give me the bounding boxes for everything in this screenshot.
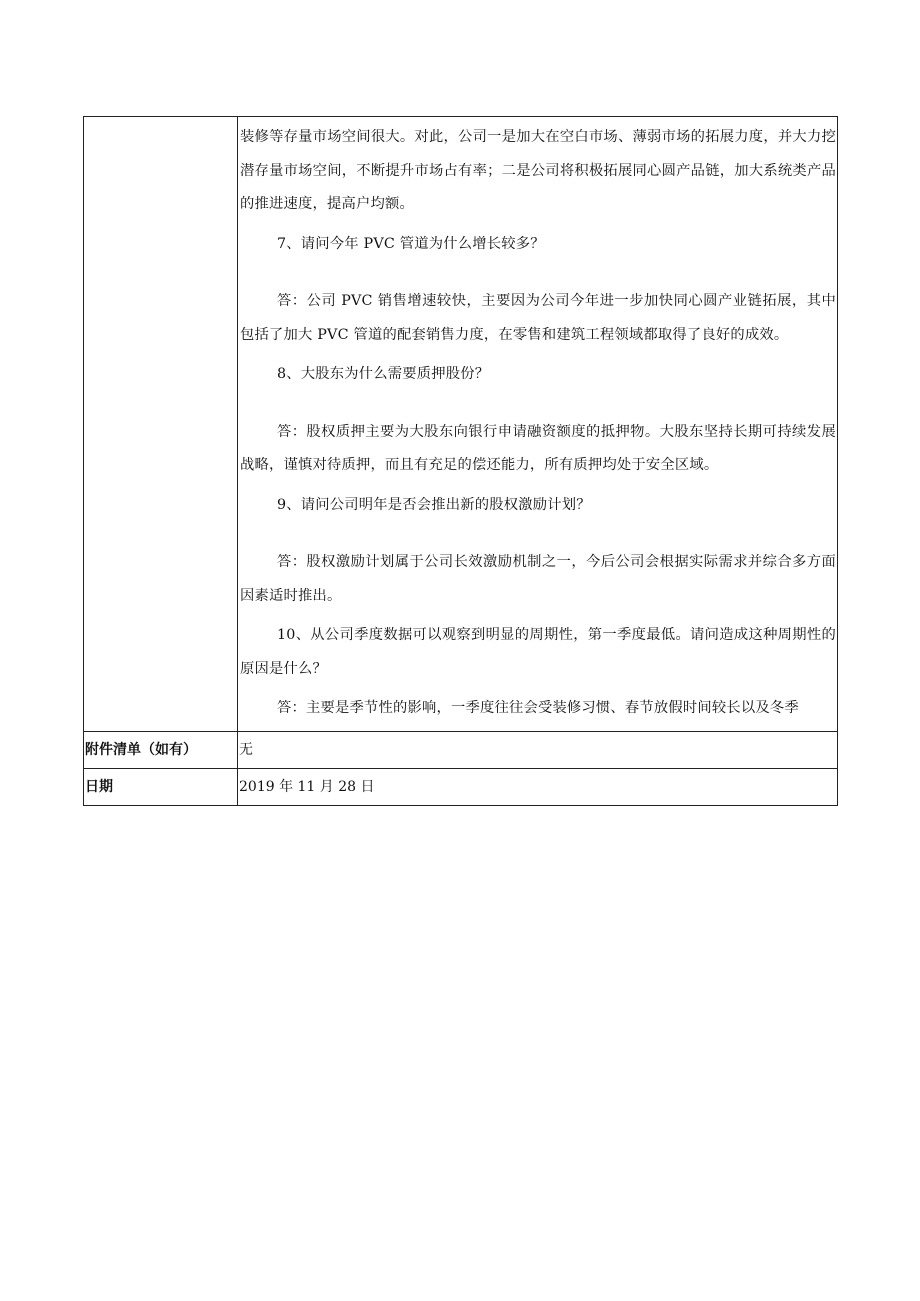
question-10: 10、从公司季度数据可以观察到明显的周期性，第一季度最低。请问造成这种周期性的原因是什么？ bbox=[240, 627, 836, 677]
content-body-cell bbox=[238, 117, 838, 732]
attachments-label-cell bbox=[84, 732, 238, 769]
question-7: 7、请问今年 PVC 管道为什么增长较多？ bbox=[277, 235, 545, 252]
answer-7: 答：公司 PVC 销售增速较快，主要因为公司今年进一步加快同心圆产业链拓展，其中包括了加大 PVC 管道的配套销售力度，在零售和建筑工程领域都取得了良好的成效。 bbox=[240, 293, 836, 343]
question-8: 8、大股东为什么需要质押股份？ bbox=[277, 366, 490, 382]
record-table bbox=[83, 116, 838, 806]
date-row bbox=[84, 769, 838, 806]
attachments-value: 无 bbox=[239, 742, 253, 758]
answer-9: 答：股权激励计划属于公司长效激励机制之一，今后公司会根据实际需求并综合多方面因素适时推出。 bbox=[240, 554, 836, 604]
question-9: 9、请问公司明年是否会推出新的股权激励计划？ bbox=[277, 496, 591, 513]
content-row bbox=[84, 117, 838, 732]
attachments-value-cell bbox=[238, 732, 838, 769]
content-body bbox=[238, 117, 837, 731]
content-label-cell bbox=[84, 117, 238, 732]
date-value-cell bbox=[238, 769, 838, 806]
date-label-cell bbox=[84, 769, 238, 806]
paragraph-continuation: 装修等存量市场空间很大。对此，公司一是加大在空白市场、薄弱市场的拓展力度，并大力挖潜存量市场空间，不断提升市场占有率；二是公司将积极拓展同心圆产品链，加大系统类产品的推进速度，提高户均额。 bbox=[240, 129, 836, 212]
date-value: 2019 年 11 月 28 日 bbox=[239, 779, 375, 795]
answer-10-partial: 答：主要是季节性的影响，一季度往往会受装修习惯、春节放假时间较长以及冬季 bbox=[277, 700, 799, 716]
date-label: 日期 bbox=[85, 779, 113, 795]
answer-8: 答：股权质押主要为大股东向银行申请融资额度的抵押物。大股东坚持长期可持续发展战略，谨慎对待质押，而且有充足的偿还能力，所有质押均处于安全区域。 bbox=[240, 423, 836, 473]
attachments-label: 附件清单（如有） bbox=[85, 742, 197, 758]
attachments-row bbox=[84, 732, 838, 769]
